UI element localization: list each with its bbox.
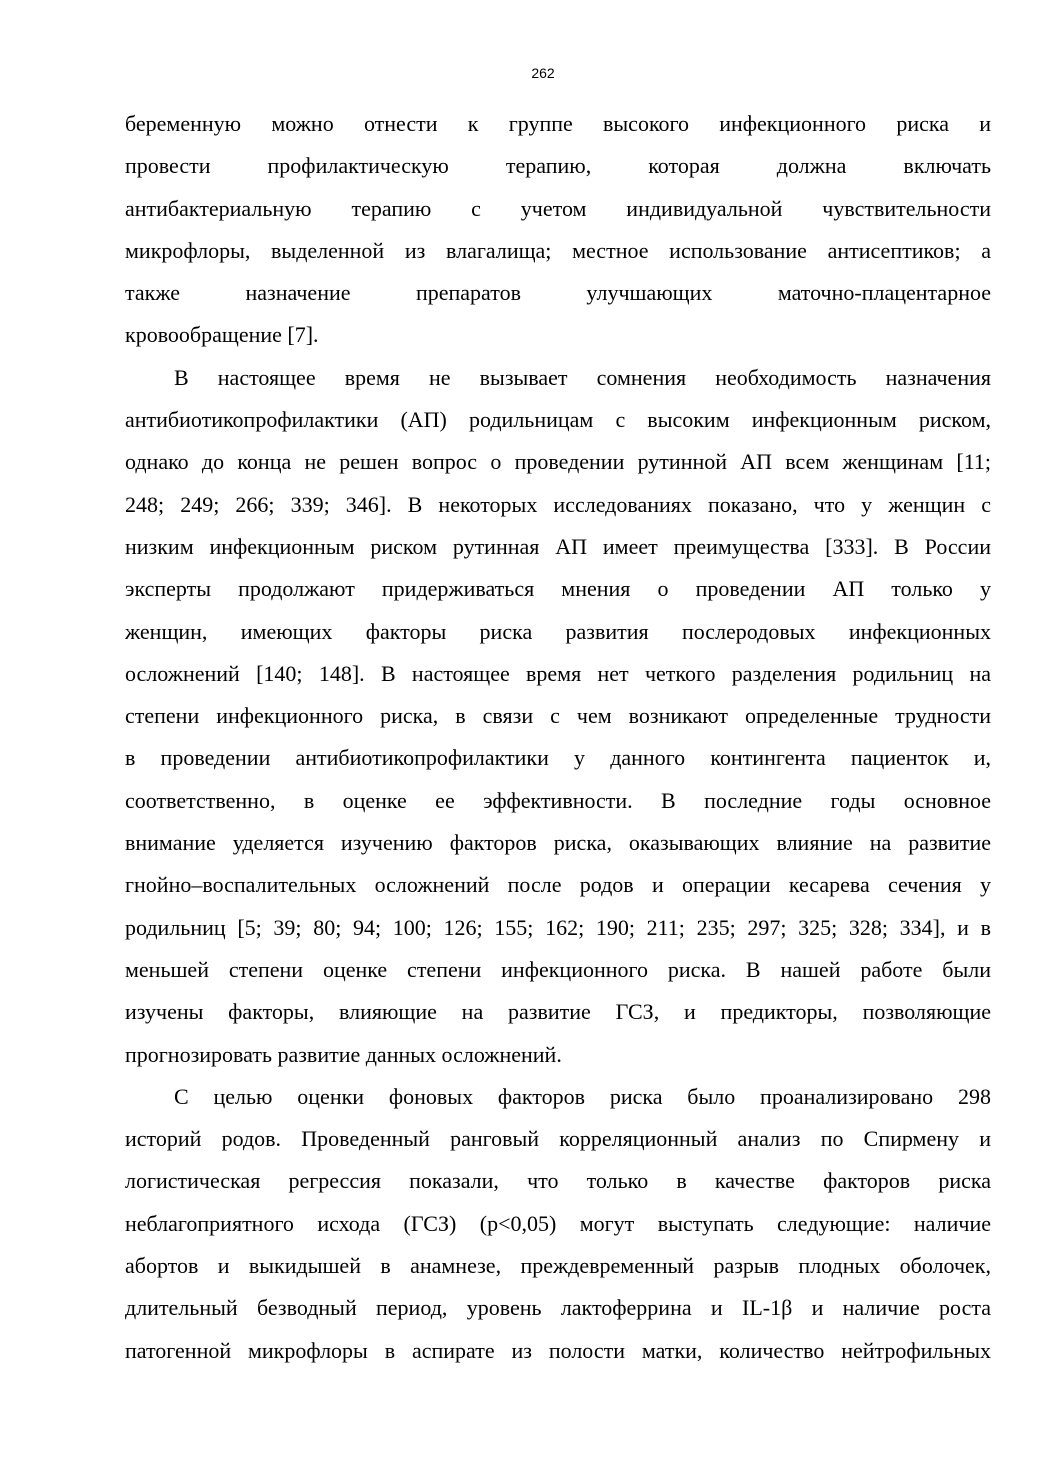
text-line: однако до конца не решен вопрос о проведении рутинной АП всем женщинам [11; [125,449,991,475]
text-line: неблагоприятного исхода (ГСЗ) (p<0,05) могут выступать следующие: наличие [125,1210,991,1236]
text-line: антибиотикопрофилактики (АП) родильницам с высоким инфекционным риском, [125,407,991,433]
text-line: провести профилактическую терапию, которая должна включать [125,153,991,179]
text-line: женщин, имеющих факторы риска развития послеродовых инфекционных [125,618,991,644]
text-line: осложнений [140; 148]. В настоящее время нет четкого разделения родильниц на [125,660,991,686]
text-line: прогнозировать развитие данных осложнений. [125,1041,562,1067]
text-line: меньшей степени оценке степени инфекционного риска. В нашей работе были [125,956,991,982]
text-line: С целью оценки фоновых факторов риска было проанализировано 298 [174,1083,991,1109]
text-line: гнойно–воспалительных осложнений после родов и операции кесарева сечения у [125,872,991,898]
text-line: низким инфекционным риском рутинная АП имеет преимущества [333]. В России [125,533,991,559]
text-line: внимание уделяется изучению факторов риска, оказывающих влияние на развитие [125,830,991,856]
text-line: историй родов. Проведенный ранговый корреляционный анализ по Спирмену и [125,1126,991,1152]
text-line: микрофлоры, выделенной из влагалища; местное использование антисептиков; а [125,237,991,263]
text-line: абортов и выкидышей в анамнезе, преждевременный разрыв плодных оболочек, [125,1253,991,1279]
text-line: В настоящее время не вызывает сомнения необходимость назначения [174,364,991,390]
text-line: изучены факторы, влияющие на развитие ГСЗ, и предикторы, позволяющие [125,999,991,1025]
text-line: кровообращение [7]. [125,322,319,348]
text-line: патогенной микрофлоры в аспирате из полости матки, количество нейтрофильных [125,1337,991,1363]
text-line: в проведении антибиотикопрофилактики у данного контингента пациенток и, [125,745,991,771]
text-line: также назначение препаратов улучшающих маточно-плацентарное [125,280,991,306]
text-line: степени инфекционного риска, в связи с чем возникают определенные трудности [125,703,991,729]
text-line: длительный безводный период, уровень лактоферрина и IL-1β и наличие роста [125,1295,991,1321]
body-text [125,103,991,1372]
text-line: беременную можно отнести к группе высокого инфекционного риска и [125,111,991,136]
text-line: 248; 249; 266; 339; 346]. В некоторых исследованиях показано, что у женщин с [125,491,991,517]
page-number: 262 [531,65,555,81]
text-line: антибактериальную терапию с учетом индивидуальной чувствительности [125,195,991,221]
text-line: родильниц [5; 39; 80; 94; 100; 126; 155; 162; 190; 211; 235; 297; 325; 328; 334], и в [125,914,991,940]
text-line: эксперты продолжают придерживаться мнения о проведении АП только у [125,576,991,602]
text-line: логистическая регрессия показали, что только в качестве факторов риска [125,1168,991,1194]
text-line: соответственно, в оценке ее эффективности. В последние годы основное [125,787,991,813]
